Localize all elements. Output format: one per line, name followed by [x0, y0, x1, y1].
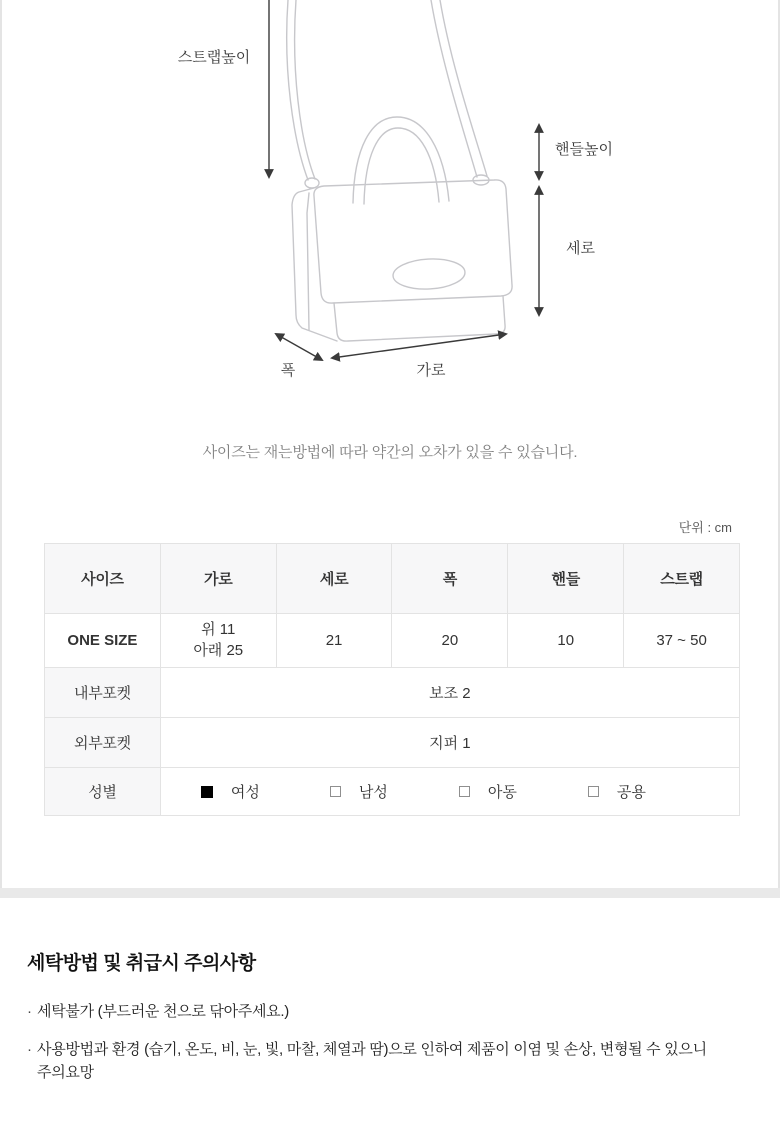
- inner-pocket-label: 내부포켓: [45, 668, 161, 718]
- table-row: [45, 614, 740, 668]
- gender-option-child: [459, 781, 588, 802]
- gender-option-unisex: [588, 781, 717, 802]
- depth-arrow: [276, 334, 322, 360]
- height-label: 세로: [566, 240, 595, 257]
- unit-label: 단위 : cm: [678, 520, 732, 535]
- gender-label: 성별: [45, 768, 161, 816]
- width-label: 가로: [416, 362, 446, 379]
- gender-option-label: 남성: [358, 784, 388, 801]
- care-instructions-section: [0, 898, 780, 1126]
- size-disclaimer: 사이즈는 재는방법에 따라 약간의 오차가 있을 수 있습니다.: [202, 444, 578, 461]
- size-table: [44, 543, 740, 816]
- one-size-height: 21: [276, 614, 392, 668]
- strap-outline: [431, 0, 477, 177]
- gender-option-female: [201, 781, 330, 802]
- width-bottom-value: 아래 25: [193, 641, 244, 659]
- gender-options: [160, 768, 739, 816]
- one-size-strap: 37 ~ 50: [624, 614, 740, 668]
- outer-pocket-label: 외부포켓: [45, 718, 161, 768]
- strap-outline: [295, 0, 315, 179]
- bag-drawing: [287, 0, 512, 341]
- checkbox-filled-icon: [201, 786, 213, 798]
- list-item: · 세탁불가 (부드러운 천으로 닦아주세요.): [27, 1001, 718, 1024]
- gender-option-label: 여성: [230, 784, 260, 801]
- header-width: 가로: [160, 544, 276, 614]
- checkbox-empty-icon: [330, 786, 341, 797]
- table-row: [45, 768, 740, 816]
- one-size-label: ONE SIZE: [45, 614, 161, 668]
- section-divider: [0, 888, 780, 898]
- header-height: 세로: [276, 544, 392, 614]
- table-row: [45, 718, 740, 768]
- body-outline: [334, 296, 505, 341]
- handle-outline: [353, 117, 449, 203]
- handle-height-label: 핸들높이: [555, 141, 613, 158]
- checkbox-empty-icon: [588, 786, 599, 797]
- clasp-outline: [392, 257, 465, 291]
- header-strap: 스트랩: [624, 544, 740, 614]
- strap-height-label: 스트랩높이: [177, 49, 251, 66]
- flap-outline: [314, 180, 512, 303]
- header-depth: 폭: [392, 544, 508, 614]
- inner-pocket-value: 보조 2: [160, 668, 739, 718]
- outer-pocket-value: 지퍼 1: [160, 718, 739, 768]
- strap-ring: [305, 178, 319, 188]
- list-item: · 사용방법과 환경 (습기, 온도, 비, 눈, 빛, 마찰, 체열과 땀)으로 인하여 제품이 이염 및 손상, 변형될 수 있으니 주의요망: [27, 1039, 718, 1085]
- table-row: [45, 668, 740, 718]
- gender-option-label: 아동: [487, 784, 517, 801]
- one-size-width: [160, 614, 276, 668]
- bag-measurement-diagram: [2, 0, 780, 400]
- depth-label: 폭: [280, 362, 296, 379]
- gender-option-male: [330, 781, 459, 802]
- one-size-handle: 10: [508, 614, 624, 668]
- width-top-value: 위 11: [201, 621, 236, 639]
- care-heading: 세탁방법 및 취급시 주의사항: [27, 953, 256, 974]
- gender-option-label: 공용: [616, 784, 646, 801]
- care-list: [27, 1001, 718, 1084]
- handle-outline: [364, 128, 439, 204]
- header-handle: 핸들: [508, 544, 624, 614]
- header-size: 사이즈: [45, 544, 161, 614]
- one-size-depth: 20: [392, 614, 508, 668]
- strap-outline: [440, 0, 487, 176]
- checkbox-empty-icon: [459, 786, 470, 797]
- table-header-row: [45, 544, 740, 614]
- gusset-fold: [307, 193, 309, 330]
